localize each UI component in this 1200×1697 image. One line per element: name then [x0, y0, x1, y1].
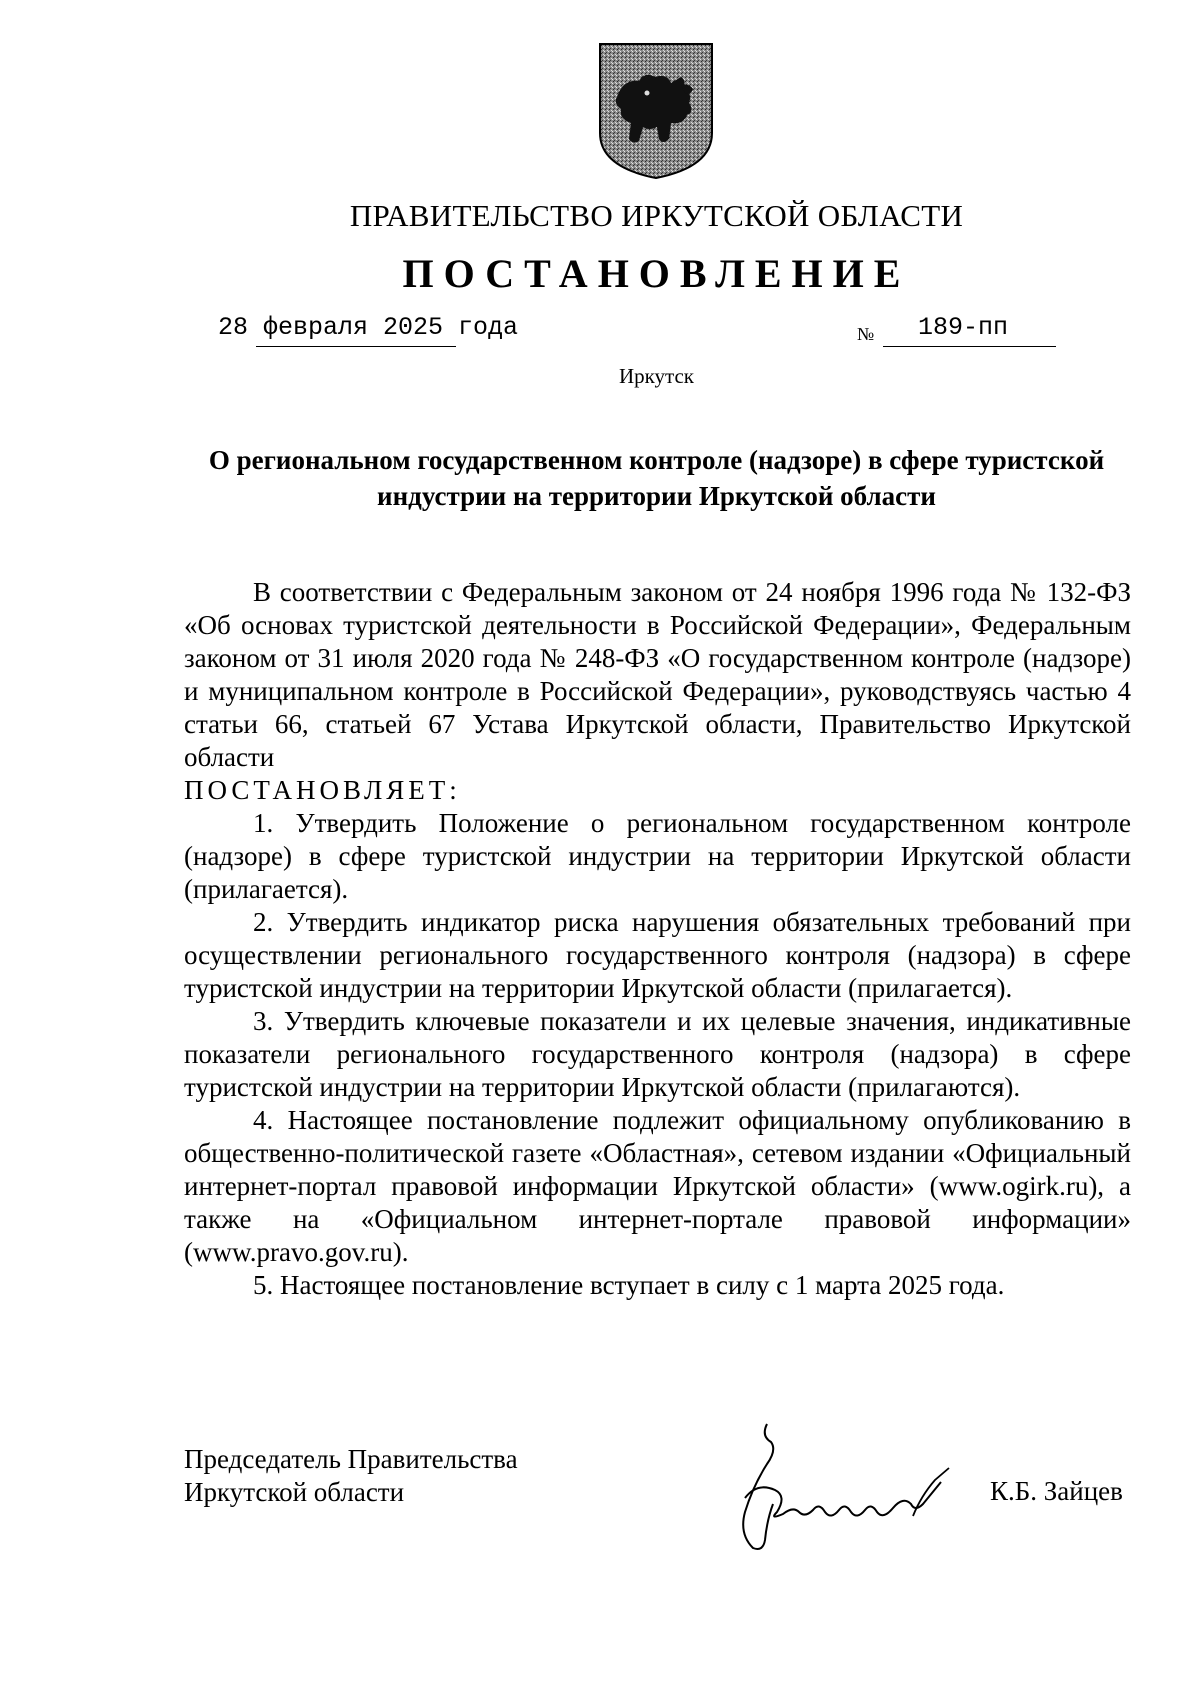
number-sign: №	[857, 324, 875, 344]
signatory-name: К.Б. Зайцев	[990, 1476, 1123, 1506]
decree-item: 5. Настоящее постановление вступает в силу с 1 марта 2025 года.	[253, 1270, 1005, 1300]
coat-of-arms-icon	[597, 41, 715, 181]
position-line: Иркутской области	[184, 1477, 405, 1507]
subject-line: индустрии на территории Иркутской области	[377, 481, 936, 511]
signatory-position	[184, 1443, 518, 1509]
document-number: 189-пп	[918, 313, 1009, 342]
document-type: ПОСТАНОВЛЕНИЕ	[402, 251, 911, 296]
document-date: 28 февраля 2025 года	[218, 313, 519, 342]
handwritten-signature	[727, 1416, 967, 1556]
preamble-paragraph: В соответствии с Федеральным законом от 24 ноября 1996 года № 132-ФЗ «Об основах туристской деятельности в Российской Федерации», Федеральным законом от 31 июля 2020 года № 248-ФЗ «О государственном контроле (надзоре) и муниципальном контроле в Российской Федерации», руководствуясь частью 4 статьи 66, статьей 67 Устава Иркутской области, Правительство Иркутской области	[184, 577, 1131, 772]
decree-item: 1. Утвердить Положение о региональном государственном контроле (надзоре) в сфере туристской индустрии на территории Иркутской области (прилагается).	[184, 808, 1131, 904]
subject-line: О региональном государственном контроле (надзоре) в сфере туристской	[208, 445, 1105, 475]
decree-word: ПОСТАНОВЛЯЕТ:	[184, 775, 461, 805]
government-title: ПРАВИТЕЛЬСТВО ИРКУТСКОЙ ОБЛАСТИ	[349, 198, 964, 233]
decree-item: 4. Настоящее постановление подлежит официальному опубликованию в общественно-политической газете «Областная», сетевом издании «Официальный интернет-портал правовой информации Иркутской области» (www.ogirk.ru), а также на «Официальном интернет-портале правовой информации» (www.pravo.gov.ru).	[184, 1105, 1131, 1267]
decree-item: 2. Утвердить индикатор риска нарушения обязательных требований при осуществлении регионального государственного контроля (надзора) в сфере туристской индустрии на территории Иркутской области (прилагается).	[184, 907, 1131, 1003]
document-body	[184, 576, 1131, 1302]
document-city: Иркутск	[618, 364, 695, 388]
decree-item: 3. Утвердить ключевые показатели и их целевые значения, индикативные показатели регионального государственного контроля (надзора) в сфере туристской индустрии на территории Иркутской области (прилагаются).	[184, 1006, 1131, 1102]
date-underline	[256, 346, 456, 347]
position-line: Председатель Правительства	[184, 1444, 518, 1474]
number-underline	[883, 346, 1056, 347]
document-subject	[170, 442, 1143, 514]
